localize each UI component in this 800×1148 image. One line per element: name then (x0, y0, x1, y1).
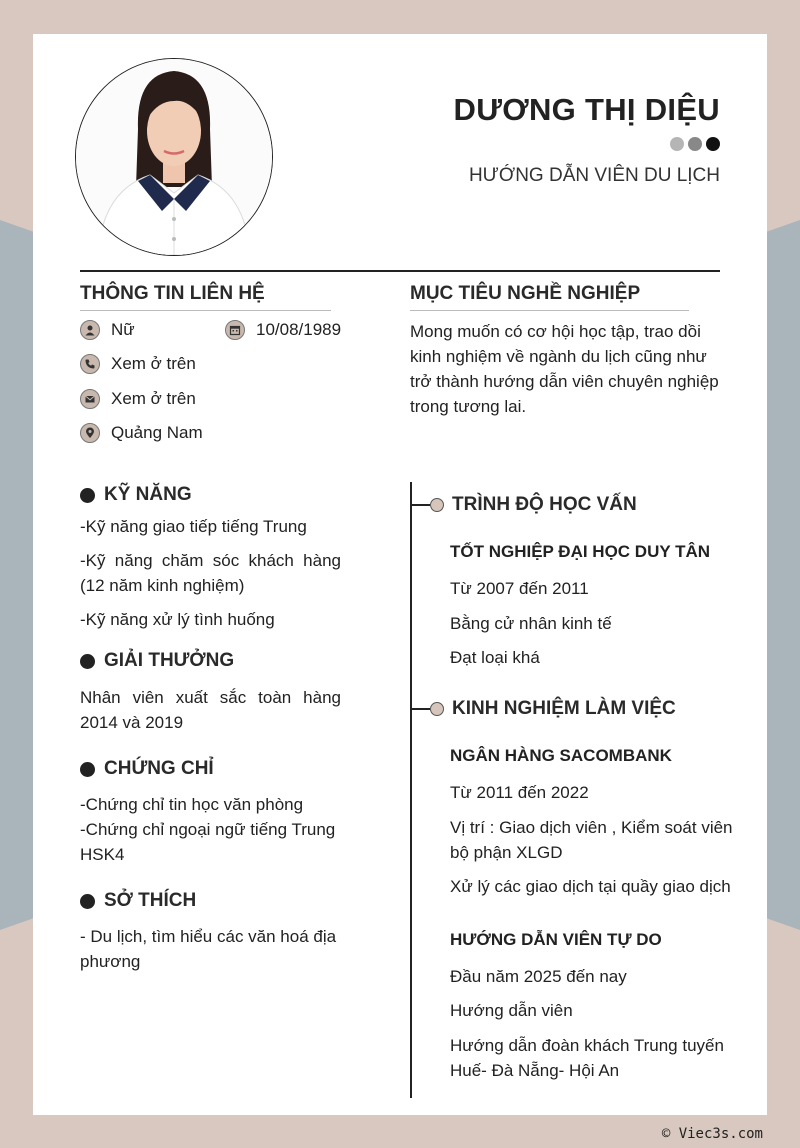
email-icon (80, 389, 100, 409)
skill-item: -Kỹ năng chăm sóc khách hàng (12 năm kinh nghiệm) (80, 551, 341, 595)
hobbies-title: SỞ THÍCH (104, 890, 197, 911)
education-school: TỐT NGHIỆP ĐẠI HỌC DUY TÂN (450, 542, 711, 561)
objective-title-underline (410, 310, 689, 311)
objective-section (410, 283, 689, 311)
birthdate-value: 10/08/1989 (256, 320, 342, 339)
job-duty: Hướng dẫn đoàn khách Trung tuyến Huế- Đà Nẵng- Hội An (450, 1036, 724, 1080)
resume-paper (33, 34, 767, 1115)
certificates-list (80, 792, 352, 867)
right-decorative-band (766, 220, 800, 930)
skills-title: KỸ NĂNG (104, 484, 192, 505)
phone-icon (80, 354, 100, 374)
address-value: Quảng Nam (111, 423, 203, 442)
dot-dark (706, 137, 720, 151)
header-divider (80, 270, 720, 272)
watermark: © Viec3s.com (661, 1126, 763, 1142)
candidate-name: DƯƠNG THỊ DIỆU (453, 92, 720, 127)
objective-text: Mong muốn có cơ hội học tập, trao dồi kinh nghiệm về ngành du lịch cũng như trở thành hướng dẫn viên chuyên nghiệp trong tương lai. (410, 322, 719, 416)
job-period: Từ 2011 đến 2022 (450, 783, 589, 802)
certificate-item: -Chứng chỉ tin học văn phòng (80, 795, 304, 814)
timeline-node-icon (430, 702, 444, 716)
skill-item: -Kỹ năng xử lý tình huống (80, 610, 275, 629)
contact-address-row (80, 423, 203, 443)
bullet-icon (80, 894, 95, 909)
bullet-icon (80, 488, 95, 503)
contact-title: THÔNG TIN LIÊN HỆ (80, 283, 265, 304)
left-decorative-band (0, 220, 34, 930)
job-company: HƯỚNG DẪN VIÊN TỰ DO (450, 930, 662, 949)
decorative-dots (670, 137, 720, 151)
profile-photo (75, 58, 273, 256)
phone-value: Xem ở trên (111, 354, 196, 373)
gender-value: Nữ (111, 320, 135, 339)
person-icon (80, 320, 100, 340)
education-period: Từ 2007 đến 2011 (450, 579, 589, 598)
job-title: HƯỚNG DẪN VIÊN DU LỊCH (468, 165, 720, 186)
education-heading (410, 494, 637, 516)
contact-phone-row (80, 354, 196, 374)
awards-title: GIẢI THƯỞNG (104, 650, 235, 671)
timeline-node-icon (430, 498, 444, 512)
contact-birthdate-row (225, 320, 341, 340)
certificates-title: CHỨNG CHỈ (104, 758, 214, 779)
timeline-line (410, 482, 412, 1098)
job-duty: Xử lý các giao dịch tại quầy giao dịch (450, 877, 731, 896)
job-period: Đầu năm 2025 đến nay (450, 967, 627, 986)
awards-text: Nhân viên xuất sắc toàn hàng 2014 và 2019 (80, 688, 341, 732)
calendar-icon (225, 320, 245, 340)
awards-heading (80, 650, 234, 672)
contact-section (80, 283, 331, 311)
skill-item: -Kỹ năng giao tiếp tiếng Trung (80, 517, 307, 536)
certificate-item: -Chứng chỉ ngoại ngữ tiếng Trung HSK4 (80, 820, 336, 864)
dot-medium (688, 137, 702, 151)
dot-light (670, 137, 684, 151)
job-company: NGÂN HÀNG SACOMBANK (450, 746, 672, 765)
location-pin-icon (80, 423, 100, 443)
contact-email-row (80, 389, 196, 409)
hobbies-text: - Du lịch, tìm hiểu các văn hoá địa phương (80, 927, 337, 971)
email-value: Xem ở trên (111, 389, 196, 408)
job-position: Hướng dẫn viên (450, 1001, 573, 1020)
education-grade: Đạt loại khá (450, 648, 540, 667)
experience-heading (410, 698, 676, 720)
bullet-icon (80, 762, 95, 777)
job-position: Vị trí : Giao dịch viên , Kiểm soát viên bộ phận XLGD (450, 818, 733, 862)
contact-gender-row (80, 320, 135, 340)
hobbies-heading (80, 890, 196, 912)
experience-title: KINH NGHIỆM LÀM VIỆC (452, 698, 676, 719)
education-degree: Bằng cử nhân kinh tế (450, 614, 612, 633)
certificates-heading (80, 758, 214, 780)
contact-title-underline (80, 310, 331, 311)
bullet-icon (80, 654, 95, 669)
skills-heading (80, 484, 192, 506)
objective-title: MỤC TIÊU NGHỀ NGHIỆP (410, 283, 641, 304)
education-title: TRÌNH ĐỘ HỌC VẤN (452, 494, 637, 515)
